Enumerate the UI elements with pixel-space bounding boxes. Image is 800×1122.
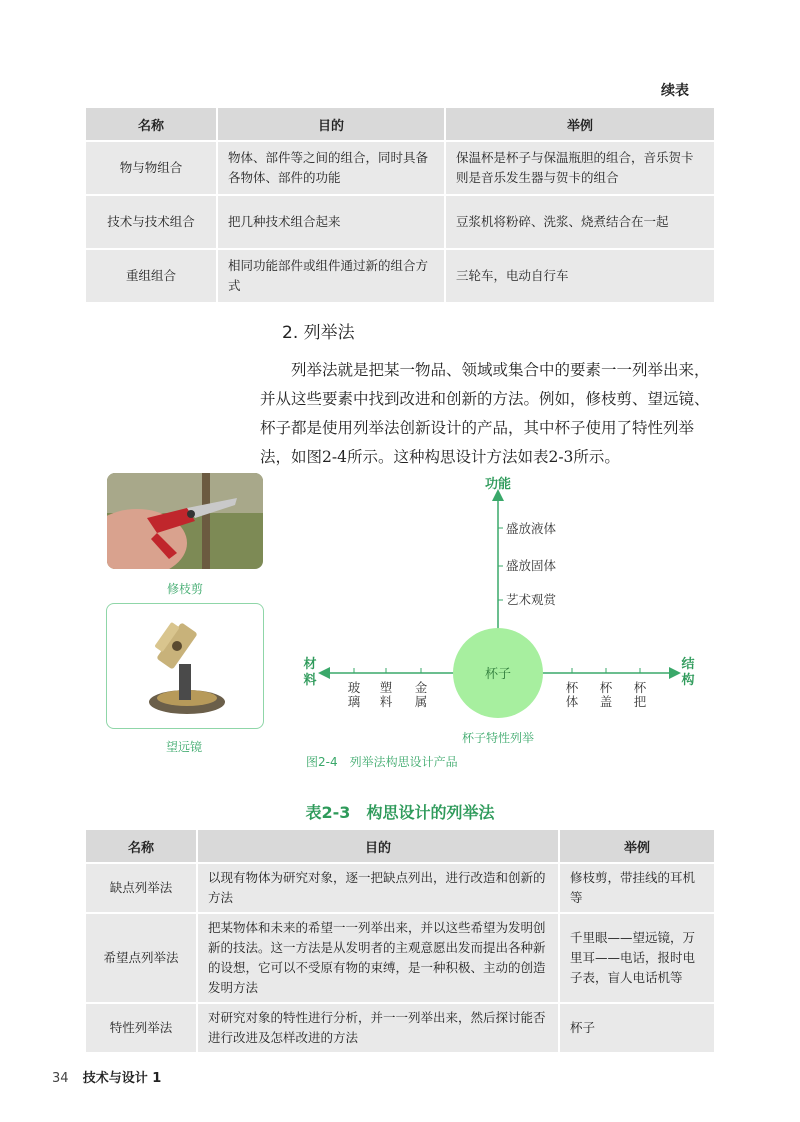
- row-example: 豆浆机将粉碎、洗浆、烧煮结合在一起: [446, 196, 714, 248]
- structure-item-char1: 杯: [633, 680, 647, 695]
- table-header-name: 名称: [86, 830, 196, 862]
- center-label: 杯子: [484, 667, 512, 682]
- axis-material-label-char1: 材: [303, 657, 317, 672]
- row-purpose: 物体、部件等之间的组合，同时具备各物体、部件的功能: [218, 142, 444, 194]
- table-row: [86, 914, 714, 1002]
- row-name: 特性列举法: [86, 1004, 196, 1052]
- row-purpose: 相同功能部件或组件通过新的组合方式: [218, 250, 444, 302]
- page-number: 34: [52, 1071, 69, 1086]
- axis-structure-label-char2: 构: [681, 673, 695, 688]
- row-example: 杯子: [560, 1004, 714, 1052]
- table-row: [86, 196, 714, 248]
- row-name: 技术与技术组合: [86, 196, 216, 248]
- material-item-char1: 金: [414, 680, 428, 695]
- page-footer: [52, 1067, 161, 1086]
- table2-title: 表2-3 构思设计的列举法: [305, 803, 495, 822]
- table-row: [86, 142, 714, 194]
- function-item: 艺术观赏: [506, 592, 557, 607]
- row-purpose: 以现有物体为研究对象，逐一把缺点列出，进行改造和创新的方法: [198, 864, 558, 912]
- section-title: 2. 列举法: [282, 323, 355, 343]
- row-purpose: 把某物体和未来的希望一一列举出来，并以这些希望为发明创新的技法。这一方法是从发明者的主观意愿出发而提出各种新的设想，它可以不受原有物的束缚，是一种积极、主动的创造发明方法: [198, 914, 558, 1002]
- row-example: 保温杯是杯子与保温瓶胆的组合，音乐贺卡则是音乐发生器与贺卡的组合: [446, 142, 714, 194]
- section-paragraph: [260, 356, 716, 472]
- axis-material-label-char2: 料: [303, 673, 317, 688]
- photo2-caption: 望远镜: [165, 740, 202, 754]
- row-name: 缺点列举法: [86, 864, 196, 912]
- listing-diagram: [296, 470, 716, 750]
- material-item-char2: 料: [379, 694, 393, 709]
- table-header-example: 举例: [560, 830, 714, 862]
- table-row: [86, 1004, 714, 1052]
- table-combination: [84, 106, 716, 304]
- axis-function-label: 功能: [484, 477, 512, 492]
- row-example: 千里眼——望远镜，万里耳——电话，报时电子表，盲人电话机等: [560, 914, 714, 1002]
- table-header-purpose: 目的: [198, 830, 558, 862]
- table-header-purpose: 目的: [218, 108, 444, 140]
- table-row: [86, 864, 714, 912]
- structure-item-char2: 盖: [599, 694, 613, 709]
- structure-item-char1: 杯: [565, 680, 579, 695]
- structure-item-char2: 把: [633, 694, 647, 709]
- structure-item-char1: 杯: [599, 680, 613, 695]
- material-item-char2: 璃: [347, 694, 361, 709]
- material-item-char1: 塑: [379, 680, 393, 695]
- center-caption: 杯子特性列举: [461, 731, 535, 745]
- row-example: 修枝剪，带挂线的耳机等: [560, 864, 714, 912]
- photo1-caption: 修枝剪: [166, 582, 203, 596]
- pruning-shears-photo: [107, 473, 263, 569]
- figure-caption: 图2-4 列举法构思设计产品: [306, 755, 458, 769]
- material-item-char2: 属: [414, 694, 428, 709]
- row-name: 希望点列举法: [86, 914, 196, 1002]
- table-header-example: 举例: [446, 108, 714, 140]
- paragraph-text: 列举法就是把某一物品、领域或集合中的要素一一列举出来，并从这些要素中找到改进和创新的方法。例如，修枝剪、望远镜、杯子都是使用列举法创新设计的产品，其中杯子使用了特性列举法，如图2-4所示。这种构思设计方法如表2-3所示。: [260, 361, 710, 466]
- telescope-photo: [106, 603, 264, 729]
- row-example: 三轮车，电动自行车: [446, 250, 714, 302]
- axis-structure-label-char1: 结: [681, 657, 695, 672]
- material-item-char1: 玻: [347, 680, 361, 695]
- row-name: 物与物组合: [86, 142, 216, 194]
- continued-label: 续表: [661, 83, 689, 99]
- table-listing-methods: [84, 828, 716, 1054]
- table-header-name: 名称: [86, 108, 216, 140]
- row-name: 重组组合: [86, 250, 216, 302]
- row-purpose: 把几种技术组合起来: [218, 196, 444, 248]
- structure-item-char2: 体: [565, 694, 579, 709]
- function-item: 盛放液体: [506, 521, 557, 536]
- row-purpose: 对研究对象的特性进行分析，并一一列举出来，然后探讨能否进行改进及怎样改进的方法: [198, 1004, 558, 1052]
- function-item: 盛放固体: [506, 558, 557, 573]
- table-row: [86, 250, 714, 302]
- book-title: 技术与设计 1: [82, 1071, 162, 1086]
